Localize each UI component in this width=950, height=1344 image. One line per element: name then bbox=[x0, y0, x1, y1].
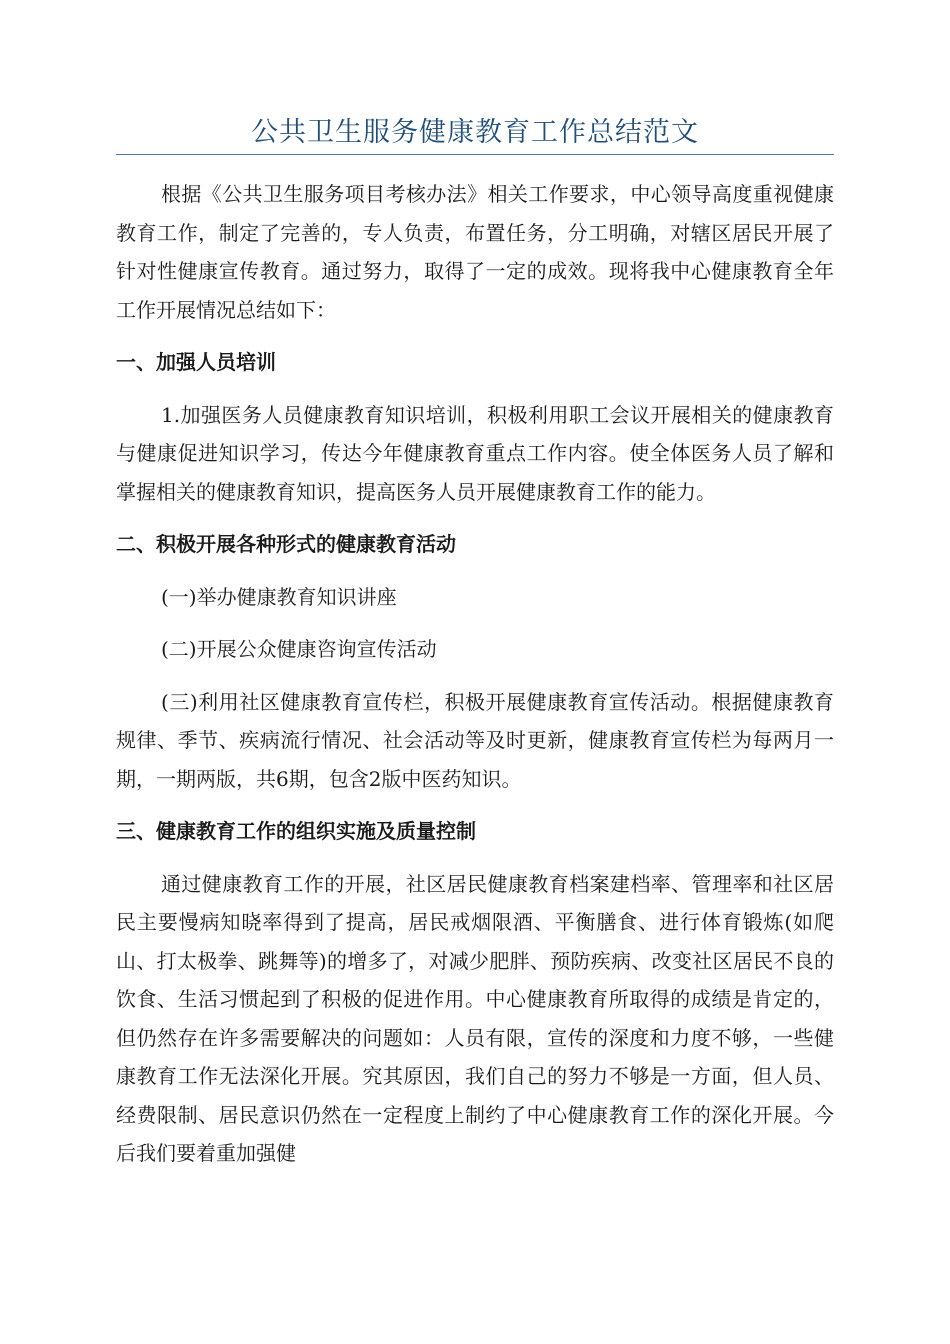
section-heading-2: 二、积极开展各种形式的健康教育活动 bbox=[116, 532, 456, 556]
section-heading-1: 一、加强人员培训 bbox=[116, 350, 276, 374]
section-heading-3: 三、健康教育工作的组织实施及质量控制 bbox=[116, 819, 476, 843]
section-3-paragraph-1: 通过健康教育工作的开展，社区居民健康教育档案建档率、管理率和社区居民主要慢病知晓率得到了提高，居民戒烟限酒、平衡膳食、进行体育锻炼(如爬山、打太极拳、跳舞等)的增多了，对减少肥胖、预防疾病、改变社区居民不良的饮食、生活习惯起到了积极的促进作用。中心健康教育所取得的成绩是肯定的，但仍然存在许多需要解决的问题如：人员有限，宣传的深度和力度不够，一些健康教育工作无法深化开展。究其原因，我们自己的努力不够是一方面，但人员、经费限制、居民意识仍然在一定程度上制约了中心健康教育工作的深化开展。今后我们要着重加强健 bbox=[116, 871, 834, 1165]
section-2-paragraph-3: (三)利用社区健康教育宣传栏，积极开展健康教育宣传活动。根据健康教育规律、季节、疾病流行情况、社会活动等及时更新，健康教育宣传栏为每两月一期，一期两版，共6期，包含2版中医药知识。 bbox=[116, 689, 834, 791]
page-title: 公共卫生服务健康教育工作总结范文 bbox=[251, 117, 699, 148]
section-1-paragraph-1: 1.加强医务人员健康教育知识培训，积极利用职工会议开展相关的健康教育与健康促进知识学习，传达今年健康教育重点工作内容。使全体医务人员了解和掌握相关的健康教育知识，提高医务人员开展健康教育工作的能力。 bbox=[116, 402, 834, 504]
section-2-paragraph-1: (一)举办健康教育知识讲座 bbox=[161, 584, 397, 609]
section-2-paragraph-2: (二)开展公众健康咨询宣传活动 bbox=[161, 637, 437, 661]
document-body bbox=[116, 175, 834, 1173]
title-underline bbox=[116, 154, 834, 155]
intro-paragraph: 根据《公共卫生服务项目考核办法》相关工作要求，中心领导高度重视健康教育工作，制定了完善的，专人负责，布置任务，分工明确，对辖区居民开展了针对性健康宣传教育。通过努力，取得了一定的成效。现将我中心健康教育全年工作开展情况总结如下： bbox=[116, 182, 834, 322]
